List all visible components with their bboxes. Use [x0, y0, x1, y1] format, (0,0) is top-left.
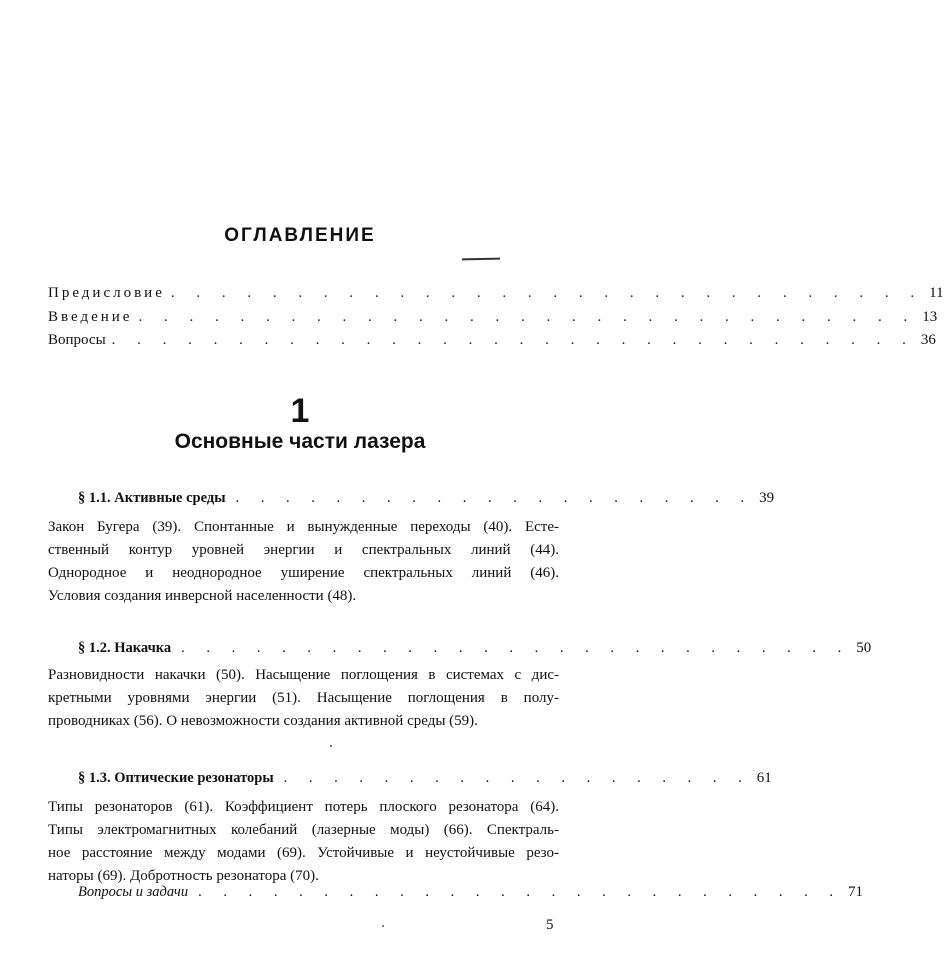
stray-mark — [382, 925, 384, 927]
summary-line: кретными уровнями энергии (51). Насыщение поглощения в полу- — [48, 690, 559, 706]
toc-title: ОГЛАВЛЕНИЕ — [224, 225, 376, 246]
dot-leader: . . . . . . . . . . . . . . . . . . . . . . . . . . . . . . . . — [111, 332, 915, 348]
page-number: 5 — [546, 917, 554, 933]
stray-mark — [330, 745, 332, 747]
toc-entry-introduction[interactable] — [48, 309, 938, 331]
section-label: § 1.3. Оптические резонаторы — [78, 770, 274, 786]
section-summary-1-3 — [48, 796, 559, 888]
summary-line: Условия создания инверсной населенности (48). — [48, 588, 357, 604]
dot-leader: . . . . . . . . . . . . . . . . . . . . . . . . . . . . . . . — [138, 309, 917, 325]
section-entry-1-3[interactable] — [78, 770, 772, 792]
questions-entry[interactable] — [78, 884, 863, 906]
toc-entry-page: 11 — [929, 285, 944, 301]
section-label: § 1.1. Активные среды — [78, 490, 226, 506]
toc-entry-questions[interactable] — [48, 332, 936, 354]
toc-entry-label: Предисловие — [48, 285, 165, 301]
section-entry-1-2[interactable] — [78, 640, 872, 662]
summary-line: ное расстояние между модами (69). Устойчивые и неустойчивые резо- — [48, 845, 559, 861]
dot-leader: . . . . . . . . . . . . . . . . . . . . . . . . . . . . . . — [170, 285, 924, 301]
section-entry-1-1[interactable] — [78, 490, 775, 512]
summary-line: Закон Бугера (39). Спонтанные и вынужденные переходы (40). Есте- — [48, 519, 559, 535]
section-label: § 1.2. Накачка — [78, 640, 172, 656]
questions-label: Вопросы и задачи — [78, 884, 189, 900]
section-summary-1-1 — [48, 516, 559, 608]
section-summary-1-2 — [48, 664, 559, 733]
toc-entry-preface[interactable] — [48, 285, 944, 307]
questions-page: 71 — [847, 884, 863, 900]
summary-line: Типы электромагнитных колебаний (лазерные моды) (66). Спектраль- — [48, 822, 559, 838]
summary-line: проводниках (56). О невозможности создания активной среды (59). — [48, 713, 478, 729]
summary-line: Однородное и неоднородное уширение спектральных линий (46). — [48, 565, 559, 581]
section-page: 61 — [756, 770, 772, 786]
dot-leader: . . . . . . . . . . . . . . . . . . . . . . . . . . — [198, 884, 842, 900]
toc-entry-label: Вопросы — [48, 332, 106, 348]
summary-line: Разновидности накачки (50). Насыщение поглощения в системах с дис- — [48, 667, 559, 683]
toc-entry-page: 13 — [922, 309, 938, 325]
dot-leader: . . . . . . . . . . . . . . . . . . . . . . . . . . . — [181, 640, 851, 656]
chapter-title: Основные части лазера — [174, 430, 426, 453]
section-page: 39 — [759, 490, 775, 506]
dot-leader: . . . . . . . . . . . . . . . . . . . . . — [235, 490, 754, 506]
summary-line: наторы (69). Добротность резонатора (70). — [48, 868, 319, 884]
dot-leader: . . . . . . . . . . . . . . . . . . . — [283, 770, 751, 786]
chapter-number: 1 — [290, 392, 310, 430]
summary-line: ственный контур уровней энергии и спектральных линий (44). — [48, 542, 559, 558]
section-page: 50 — [856, 640, 872, 656]
toc-entry-label: Введение — [48, 309, 133, 325]
pen-mark — [462, 258, 500, 261]
summary-line: Типы резонаторов (61). Коэффициент потерь плоского резонатора (64). — [48, 799, 559, 815]
toc-entry-page: 36 — [920, 332, 936, 348]
